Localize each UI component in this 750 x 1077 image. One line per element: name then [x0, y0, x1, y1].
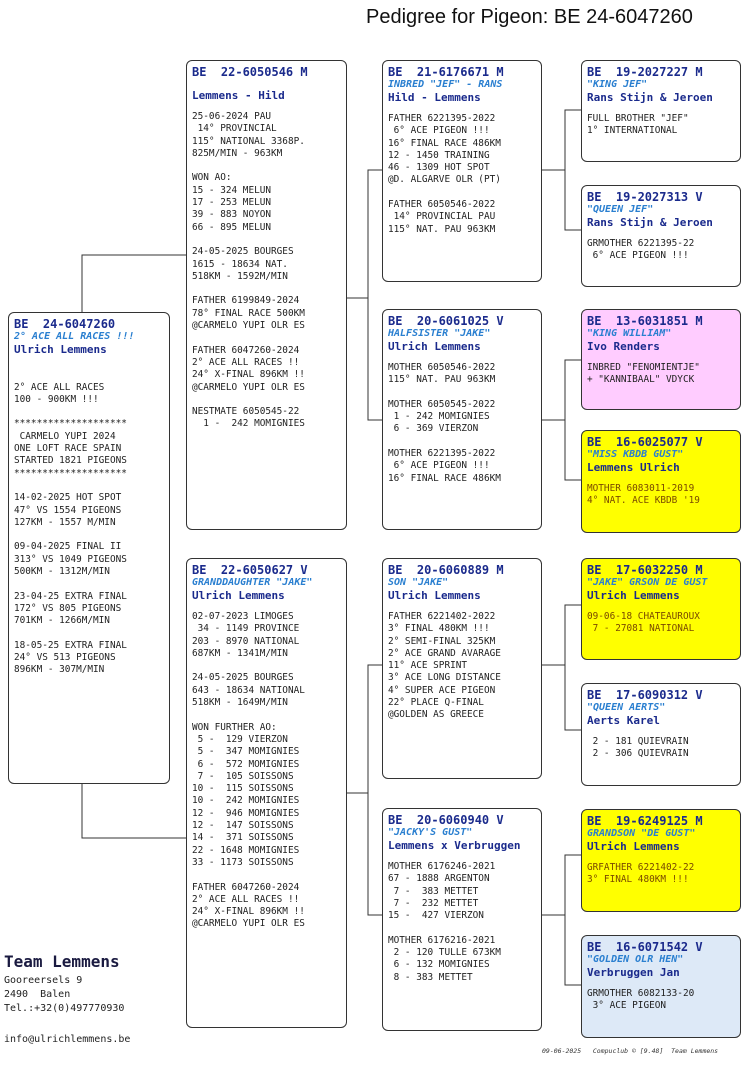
results-text: MOTHER 6050546-2022 115° NAT. PAU 963KM MOTHER 6050545-2022 1 - 242 MOMIGNIES 6 - 369 VIERZON MOTHER 6221395-2022 6° ACE PIGEON !!! 16° FINAL RACE 486KM	[388, 362, 501, 484]
owner-name: Ulrich Lemmens	[388, 340, 481, 353]
great-grandparent-card-8	[581, 935, 741, 1038]
results-text: GRFATHER 6221402-22 3° FINAL 480KM !!!	[587, 862, 695, 886]
mother-card	[186, 558, 347, 1028]
owner-name: Rans Stijn & Jeroen	[587, 216, 713, 229]
nickname: SON "JAKE"	[388, 577, 449, 588]
great-grandparent-card-2	[581, 185, 741, 287]
ring-number: BE 13-6031851 M	[587, 314, 703, 328]
great-grandparent-card-7	[581, 809, 741, 912]
ring-number: BE 19-2027313 V	[587, 190, 703, 204]
nickname: GRANDDAUGHTER "JAKE"	[192, 577, 313, 588]
results-text: 25-06-2024 PAU 14° PROVINCIAL 115° NATIONAL 3368P. 825M/MIN - 963KM WON AO: 15 - 324 MELUN 17 - 253 MELUN 39 - 883 NOYON 66 - 895 MELUN 24-05-2025 BOURGES 1615 - 18634 NAT. 518KM - 1592M/MIN FATHER 6199849-2024 78° FINAL RACE 500KM @CARMELO YUPI OLR ES FATHER 6047260-2024 2° ACE ALL RACES !! 24° X-FINAL 896KM !! @CARMELO YUPI OLR ES NESTMATE 6050545-22 1 - 242 MOMIGNIES	[192, 111, 305, 430]
nickname: "QUEEN AERTS"	[587, 702, 666, 713]
ring-number: BE 19-6249125 M	[587, 814, 703, 828]
ring-number: BE 20-6060889 M	[388, 563, 504, 577]
results-text: 2° ACE ALL RACES 100 - 900KM !!! ******************** CARMELO YUPI 2024 ONE LOFT RACE SPAIN STARTED 1821 PIGEONS ******************** 14-02-2025 HOT SPOT 47° VS 1554 PIGEONS 127KM - 1557 M/MIN 09-04-2025 FINAL II 313° VS 1049 PIGEONS 500KM - 1312M/MIN 23-04-25 EXTRA FINAL 172° VS 805 PIGEONS 701KM - 1266M/MIN 18-05-25 EXTRA FINAL 24° VS 513 PIGEONS 896KM - 307M/MIN	[14, 381, 127, 676]
owner-name: Ulrich Lemmens	[388, 589, 481, 602]
owner-name: Ulrich Lemmens	[192, 589, 285, 602]
great-grandparent-card-3	[581, 309, 741, 410]
nickname: "QUEEN JEF"	[587, 204, 654, 215]
ring-number: BE 19-2027227 M	[587, 65, 703, 79]
nickname: GRANDSON "DE GUST"	[587, 828, 696, 839]
ring-number: BE 16-6071542 V	[587, 940, 703, 954]
great-grandparent-card-4	[581, 430, 741, 533]
paternal-grandfather-card	[382, 60, 542, 282]
father-card	[186, 60, 347, 530]
page-title: Pedigree for Pigeon: BE 24-6047260	[366, 6, 693, 28]
nickname: 2° ACE ALL RACES !!!	[14, 331, 135, 342]
results-text: GRMOTHER 6082133-20 3° ACE PIGEON	[587, 988, 695, 1012]
nickname: "JACKY'S GUST"	[388, 827, 473, 838]
nickname: "JAKE" GRSON DE GUST	[587, 577, 708, 588]
owner-name: Verbruggen Jan	[587, 966, 680, 979]
ring-number: BE 17-6032250 M	[587, 563, 703, 577]
results-text: FULL BROTHER "JEF" 1° INTERNATIONAL	[587, 113, 689, 137]
ring-number: BE 24-6047260	[14, 317, 116, 331]
nickname: "KING JEF"	[587, 79, 648, 90]
team-name: Team Lemmens	[4, 952, 120, 971]
results-text: INBRED "FENOMIENTJE" + "KANNIBAAL" VDYCK	[587, 362, 700, 386]
results-text: 02-07-2023 LIMOGES 34 - 1149 PROVINCE 203 - 8970 NATIONAL 687KM - 1341M/MIN 24-05-2025 BOURGES 643 - 18634 NATIONAL 518KM - 1649M/MIN WON FURTHER AO: 5 - 129 VIERZON 5 - 347 MOMIGNIES 6 - 572 MOMIGNIES 7 - 105 SOISSONS 10 - 115 SOISSONS 10 - 242 MOMIGNIES 12 - 946 MOMIGNIES 12 - 147 SOISSONS 14 - 371 SOISSONS 22 - 1648 MOMIGNIES 33 - 1173 SOISSONS FATHER 6047260-2024 2° ACE ALL RACES !! 24° X-FINAL 896KM !! @CARMELO YUPI OLR ES	[192, 611, 305, 930]
owner-name: Hild - Lemmens	[388, 91, 481, 104]
maternal-grandmother-card	[382, 808, 542, 1031]
nickname: "MISS KBDB GUST"	[587, 449, 684, 460]
nickname: "KING WILLIAM"	[587, 328, 672, 339]
subject-pigeon-card	[8, 312, 170, 784]
ring-number: BE 17-6090312 V	[587, 688, 703, 702]
results-text: MOTHER 6083011-2019 4° NAT. ACE KBDB '19	[587, 483, 700, 507]
ring-number: BE 21-6176671 M	[388, 65, 504, 79]
team-address: Gooreersels 9 2490 Balen Tel.:+32(0)497770930	[4, 975, 125, 1014]
owner-name: Ulrich Lemmens	[587, 840, 680, 853]
owner-name: Lemmens - Hild	[192, 89, 285, 102]
print-credit: 09-06-2025 Compuclub © [9.48] Team Lemmens	[542, 1047, 719, 1055]
owner-name: Aerts Karel	[587, 714, 660, 727]
ring-number: BE 22-6050627 V	[192, 563, 308, 577]
ring-number: BE 20-6061025 V	[388, 314, 504, 328]
owner-name: Ulrich Lemmens	[14, 343, 107, 356]
results-text: GRMOTHER 6221395-22 6° ACE PIGEON !!!	[587, 238, 695, 262]
owner-name: Rans Stijn & Jeroen	[587, 91, 713, 104]
nickname: INBRED "JEF" - RANS	[388, 79, 503, 90]
ring-number: BE 22-6050546 M	[192, 65, 308, 79]
team-email: info@ulrichlemmens.be	[4, 1034, 131, 1045]
great-grandparent-card-6	[581, 683, 741, 786]
owner-name: Lemmens Ulrich	[587, 461, 680, 474]
results-text: FATHER 6221402-2022 3° FINAL 480KM !!! 2° SEMI-FINAL 325KM 2° ACE GRAND AVARAGE 11° ACE SPRINT 3° ACE LONG DISTANCE 4° SUPER ACE PIGEON 22° PLACE Q-FINAL @GOLDEN AS GREECE	[388, 611, 501, 721]
results-text: 09-06-18 CHATEAUROUX 7 - 27081 NATIONAL	[587, 611, 700, 635]
nickname: "GOLDEN OLR HEN"	[587, 954, 684, 965]
owner-name: Lemmens x Verbruggen	[388, 839, 521, 852]
ring-number: BE 20-6060940 V	[388, 813, 504, 827]
paternal-grandmother-card	[382, 309, 542, 530]
maternal-grandfather-card	[382, 558, 542, 779]
nickname: HALFSISTER "JAKE"	[388, 328, 491, 339]
great-grandparent-card-5	[581, 558, 741, 660]
owner-name: Ulrich Lemmens	[587, 589, 680, 602]
owner-name: Ivo Renders	[587, 340, 660, 353]
results-text: FATHER 6221395-2022 6° ACE PIGEON !!! 16° FINAL RACE 486KM 12 - 1450 TRAINING 46 - 1309 HOT SPOT @D. ALGARVE OLR (PT) FATHER 6050546-2022 14° PROVINCIAL PAU 115° NAT. PAU 963KM	[388, 113, 501, 235]
ring-number: BE 16-6025077 V	[587, 435, 703, 449]
results-text: 2 - 181 QUIEVRAIN 2 - 306 QUIEVRAIN	[592, 736, 689, 760]
results-text: MOTHER 6176246-2021 67 - 1888 ARGENTON 7 - 383 METTET 7 - 232 METTET 15 - 427 VIERZON MOTHER 6176216-2021 2 - 120 TULLE 673KM 6 - 132 MOMIGNIES 8 - 383 METTET	[388, 861, 501, 983]
great-grandparent-card-1	[581, 60, 741, 162]
